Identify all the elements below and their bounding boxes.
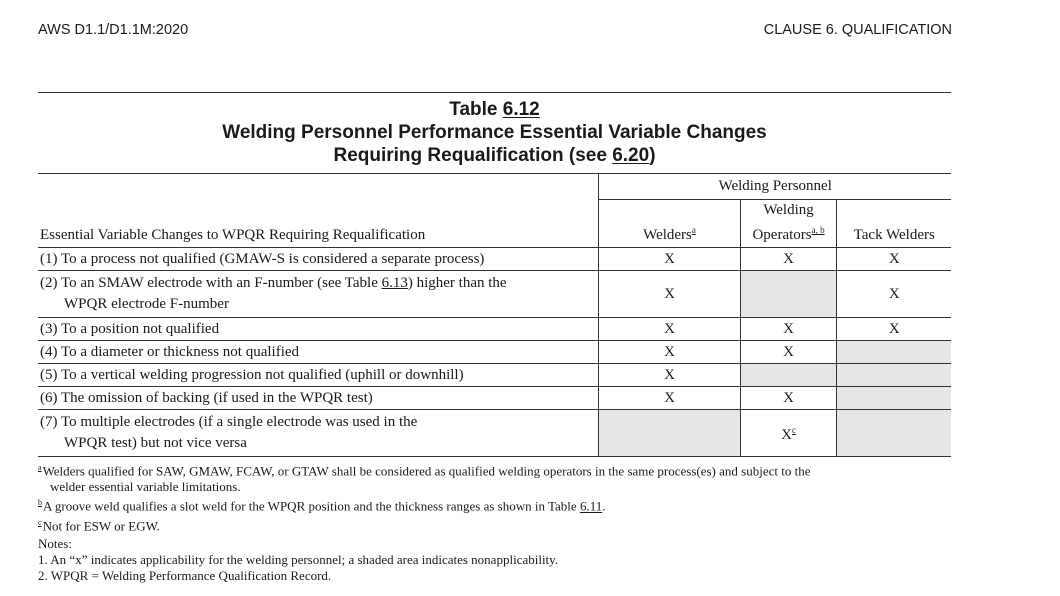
clause-heading: CLAUSE 6. QUALIFICATION [763,22,952,38]
footnote-a-continued: welder essential variable limitations. [50,479,241,495]
row-text-continued: WPQR electrode F-number [64,296,229,312]
note-2: 2. WPQR = Welding Performance Qualification Record. [38,568,332,583]
welders-footnote-mark[interactable]: a [691,225,696,235]
row-description [38,271,599,318]
footnote-a [38,460,958,495]
title-line3-suffix: ) [649,145,656,166]
row-text: ) higher than the [407,275,507,291]
footnote-b [38,495,958,514]
footnotes [38,460,958,534]
title-line-2: Welding Personnel Performance Essential Variable Changes [222,122,767,143]
row-description [38,410,599,457]
table-row [38,271,951,318]
cell-welders: X [599,364,740,387]
cell-welders: X [599,271,740,318]
requalification-table [38,173,951,457]
cell-tack-shaded [837,410,951,457]
table-row [38,364,951,387]
header-tack-welders: Tack Welders [837,200,951,248]
cell-value: X [781,427,792,443]
header-essential-variable: Essential Variable Changes to WPQR Requiring Requalification [38,200,599,248]
notes [38,536,558,584]
row-description: (6) The omission of backing (if used in the WPQR test) [38,387,599,410]
operators-label-line1: Welding [763,202,814,218]
cell-tack-shaded [837,387,951,410]
top-rule [38,92,951,93]
header-welding-operators [740,200,837,248]
footnote-b-suffix: . [602,498,606,514]
row-text-continued: WPQR test) but not vice versa [64,435,247,451]
cell-tack: X [837,248,951,271]
row-text: (2) To an SMAW electrode with an F-number (see Table [40,275,382,291]
cell-operators: X [740,248,837,271]
title-line3-prefix: Requiring Requalification (see [333,145,613,166]
footnote-a-text: Welders qualified for SAW, GMAW, FCAW, or GTAW shall be considered as qualified welding operators in the same process(es) and subject to the [42,463,811,479]
table-number-link[interactable]: 6.12 [502,99,540,120]
header-welders [599,200,740,248]
footnote-c [38,515,958,534]
cell-operators [740,410,837,457]
welders-label: Welders [643,227,692,243]
table-row [38,248,951,271]
row-description: (5) To a vertical welding progression not qualified (uphill or downhill) [38,364,599,387]
document-code: AWS D1.1/D1.1M:2020 [38,22,189,38]
table-row [38,387,951,410]
cell-tack: X [837,318,951,341]
cell-operators: X [740,341,837,364]
cell-welders-shaded [599,410,740,457]
note-1: 1. An “x” indicates applicability for the welding personnel; a shaded area indicates nonapplicability. [38,552,559,567]
footnote-c-mark-label: c [38,517,42,527]
cell-welders: X [599,318,740,341]
row-description: (1) To a process not qualified (GMAW-S is considered a separate process) [38,248,599,271]
footnote-c-text: Not for ESW or EGW. [42,517,160,533]
table-row [38,410,951,457]
cell-welders: X [599,248,740,271]
title-line-3 [38,144,951,167]
notes-heading: Notes: [38,536,72,551]
operators-footnote-mark[interactable]: a, b [811,225,825,235]
table-row [38,341,951,364]
row-description: (4) To a diameter or thickness not qualified [38,341,599,364]
cell-welders: X [599,341,740,364]
table-row [38,318,951,341]
cell-operators: X [740,387,837,410]
title-prefix: Table [449,99,503,120]
footnote-c-mark[interactable]: c [791,425,796,435]
cell-operators-shaded [740,364,837,387]
row-description: (3) To a position not qualified [38,318,599,341]
footnote-a-mark: a [38,463,42,472]
group-header-welding-personnel: Welding Personnel [599,174,951,200]
section-ref-link[interactable]: 6.20 [612,145,650,166]
row-text: (7) To multiple electrodes (if a single electrode was used in the [40,414,418,430]
footnote-b-mark: b [38,498,42,508]
table-title [38,98,951,167]
cell-tack-shaded [837,341,951,364]
cell-tack-shaded [837,364,951,387]
operators-label-line2: Operators [752,227,812,243]
table-ref-link[interactable]: 6.11 [579,498,603,514]
cell-operators-shaded [740,271,837,318]
table-ref-link[interactable]: 6.13 [381,275,408,291]
cell-operators: X [740,318,837,341]
cell-tack: X [837,271,951,318]
title-line-1 [38,98,951,121]
footnote-b-text: A groove weld qualifies a slot weld for the WPQR position and the thickness ranges as shown in Table [43,498,580,514]
blank-header-cell [38,174,599,200]
cell-welders: X [599,387,740,410]
